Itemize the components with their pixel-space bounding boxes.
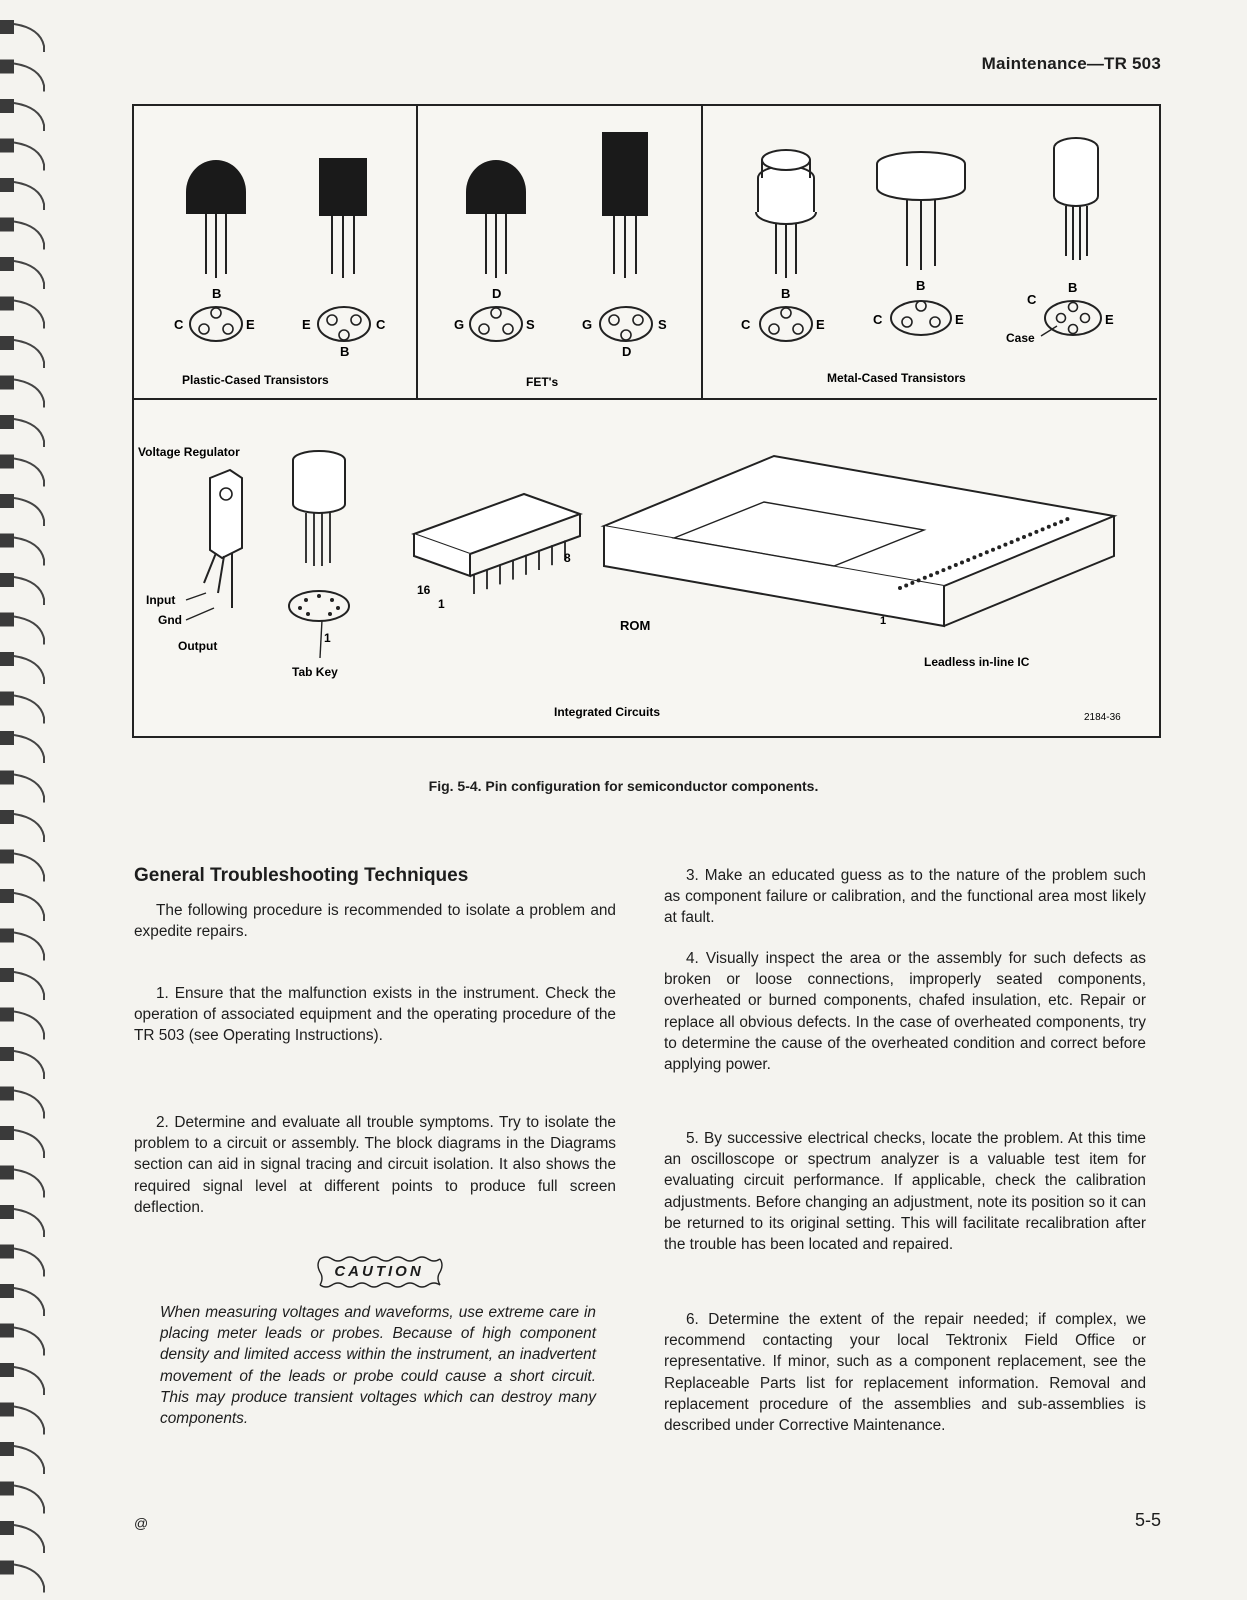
fet-drawing [416,106,701,398]
binding-wire [14,1249,44,1277]
dip-pin-1: 1 [438,597,445,611]
figure-number: 2184-36 [1084,712,1121,723]
binding-hole [0,1521,14,1535]
panel-integrated-circuits [134,398,1157,734]
leadless-pad [917,578,921,582]
step-2-paragraph: 2. Determine and evaluate all trouble symptoms. Try to isolate the problem to a circuit or assembly. The block diagrams in the Diagrams section can aid in signal tracing and circuit isolation. It also shows the required signal level at different points to produce full screen deflection. [134,1114,616,1216]
binding-wire [14,1209,44,1237]
leadless-pad [972,555,976,559]
leadless-pad [948,566,952,570]
leadless-pad [1047,525,1051,529]
binding-wire [14,1012,44,1040]
figure-caption: Fig. 5-4. Pin configuration for semiconductor components. [428,778,819,794]
leadless-pad [1053,522,1057,526]
binding-wire [14,1091,44,1119]
fet-pin-d: D [492,286,502,301]
tab-key-label: Tab Key [292,665,338,679]
binding-wire [14,1051,44,1079]
leadless-pad [1059,520,1063,524]
gnd-label: Gnd [158,613,182,627]
binding-hole [0,889,14,903]
section-heading: General Troubleshooting Techniques [134,865,469,886]
step-4-paragraph: 4. Visually inspect the area or the assembly for such defects as broken or loose connections, improperly seated components, overheated or burned components, chafed insulation, etc. Repair or replace all obvious defects. In the case of overheated components, try to determine the cause of the overheated condition and correct before applying power. [664,950,1146,1074]
dip-pin-8: 8 [564,551,571,565]
page-number: 5-5 [1134,1510,1161,1530]
binding-hole [0,178,14,192]
binding-hole [0,1363,14,1377]
binding-wire [14,972,44,1000]
leadless-pad [954,563,958,567]
binding-wire [14,340,44,368]
binding-wire [14,854,44,882]
leadless-pad [979,553,983,557]
leadless-pad [1065,517,1069,521]
binding-hole [0,1482,14,1496]
dip-pin-16: 16 [417,583,431,597]
metal-transistor-drawing [701,106,1157,398]
leadless-pad [935,571,939,575]
voltage-regulator-label: Voltage Regulator [138,445,240,459]
metal-caption: Metal-Cased Transistors [827,371,966,385]
metal-mid-pin-e: E [955,312,964,327]
binding-wire [14,24,44,52]
binding-hole [0,1205,14,1219]
output-label: Output [178,639,218,653]
step-1-paragraph: 1. Ensure that the malfunction exists in the instrument. Check the operation of associated equipment and the operating procedure of the TR 503 (see Operating Instructions). [134,985,616,1045]
binding-hole [0,415,14,429]
caution-label: CAUTION [334,1263,424,1280]
leadless-pad [904,583,908,587]
leadless-pin-one: 1 [880,615,887,627]
integrated-circuits-label: Integrated Circuits [554,705,661,719]
binding-hole [0,376,14,390]
panel-metal-transistors [701,106,1157,400]
binding-hole [0,652,14,666]
caution-banner [314,1255,444,1289]
metal-pin-b: B [781,286,791,301]
binding-hole [0,218,14,232]
binding-hole [0,1047,14,1061]
plastic-pin-e2: E [302,317,311,332]
fet-pin-d2: D [622,344,632,359]
binding-wire [14,617,44,645]
plastic-caption: Plastic-Cased Transistors [182,373,329,387]
binding-wire [14,735,44,763]
step-5-paragraph: 5. By successive electrical checks, locate the problem. At this time an oscilloscope or spectrum analyzer is a valuable test item for evaluating circuit performance. If applicable, check the calibration adjustments. Before changing an adjustment, note its position so it can be returned to its original setting. This will facilitate recalibration after the trouble has been located and repaired. [664,1130,1146,1254]
binding-hole [0,297,14,311]
binding-hole [0,455,14,469]
binding-wire [14,64,44,92]
leadless-pad [1034,530,1038,534]
binding-wire [14,1446,44,1474]
binding-wire [14,182,44,210]
binding-wire [14,1328,44,1356]
leadless-pad [960,561,964,565]
binding-hole [0,1087,14,1101]
regulator-pin-one: 1 [324,631,331,645]
caution-paragraph: When measuring voltages and waveforms, use extreme care in placing meter leads or probes. Because of high component density and limited access within the instrument, an inadvertent movement of the leads or probe could cause a short circuit. This may produce transient voltages which can destroy many components. [160,1304,596,1428]
binding-hole [0,60,14,74]
binding-wire [14,143,44,171]
leadless-pad [923,576,927,580]
binding-wire [14,1565,44,1593]
binding-hole [0,494,14,508]
metal-right-pin-b: B [1068,280,1078,295]
binding-wire [14,1407,44,1435]
binding-wire [14,1367,44,1395]
binding-wire [14,459,44,487]
binding-hole [0,99,14,113]
leadless-pad [966,558,970,562]
binding-hole [0,20,14,34]
panel-plastic-transistors [134,106,418,400]
binding-wire [14,893,44,921]
plastic-pin-b: B [212,286,222,301]
leadless-pad [997,545,1001,549]
binding-wire [14,1130,44,1158]
binding-hole [0,1245,14,1259]
binding-wire [14,577,44,605]
plastic-pin-b2: B [340,344,350,359]
binding-wire [14,261,44,289]
leadless-pad [1010,540,1014,544]
leadless-pad [1003,543,1007,547]
binding-hole [0,336,14,350]
binding-hole [0,1442,14,1456]
ic-drawing [134,398,1157,734]
binding-hole [0,1008,14,1022]
binding-wire [14,222,44,250]
binding-hole [0,968,14,982]
plastic-pin-c: C [174,317,184,332]
panel-fets [416,106,703,400]
intro-paragraph: The following procedure is recommended to isolate a problem and expedite repairs. [134,902,616,941]
fet-pin-g: G [454,317,465,332]
plastic-pin-e: E [246,317,255,332]
metal-mid-pin-b: B [916,278,926,293]
binding-wire [14,301,44,329]
binding-wire [14,1486,44,1514]
binding-hole [0,1126,14,1140]
leadless-pad [941,568,945,572]
leadless-pad [898,586,902,590]
binding-hole [0,692,14,706]
binding-hole [0,1284,14,1298]
binding-wire [14,419,44,447]
leadless-pad [985,550,989,554]
metal-mid-pin-c: C [873,312,883,327]
input-label: Input [146,593,176,607]
metal-pin-c: C [741,317,751,332]
fet-pin-s2: S [658,317,667,332]
binding-wire [14,696,44,724]
binding-hole [0,1166,14,1180]
binding-wire [14,814,44,842]
binding-wire [14,933,44,961]
binding-hole [0,850,14,864]
fet-caption: FET's [526,375,559,389]
leadless-pad [910,581,914,585]
binding-hole [0,731,14,745]
leadless-pad [1041,527,1045,531]
binding-wire [14,1170,44,1198]
metal-case-label: Case [1006,331,1035,345]
plastic-pin-c2: C [376,317,386,332]
binding-hole [0,257,14,271]
leadless-pad [1028,532,1032,536]
binding-hole [0,573,14,587]
rom-label: ROM [620,618,651,633]
binding-wire [14,498,44,526]
binding-hole [0,613,14,627]
step-6-paragraph: 6. Determine the extent of the repair needed; if complex, we recommend contacting your local Tektronix Field Office or representative. If minor, such as a component replacement, see the Replaceable Parts list for replacement information. Removal and replacement procedure of the assemblies and sub-assemblies is described under Corrective Maintenance. [664,1311,1146,1435]
binding-wire [14,1525,44,1553]
metal-right-pin-e: E [1105,312,1114,327]
plastic-transistor-drawing [134,106,416,398]
binding-hole [0,1561,14,1575]
binding-hole [0,810,14,824]
leadless-pad [991,548,995,552]
binding-wire [14,103,44,131]
metal-right-pin-c: C [1027,292,1037,307]
leadless-pad [1022,535,1026,539]
binding-wire [14,656,44,684]
fet-pin-g2: G [582,317,593,332]
binding-wire [14,1288,44,1316]
binding-hole [0,139,14,153]
step-3-paragraph: 3. Make an educated guess as to the nature of the problem such as component failure or calibration, and the functional area most likely at fault. [664,867,1146,927]
binding-hole [0,1324,14,1338]
footer-copyright-mark: @ [134,1515,149,1531]
binding-hole [0,929,14,943]
fet-pin-s: S [526,317,535,332]
metal-pin-e: E [816,317,825,332]
leadless-ic-label: Leadless in-line IC [924,655,1030,669]
leadless-pad [929,573,933,577]
leadless-pad [1016,538,1020,542]
spiral-binding [0,0,60,1600]
binding-hole [0,534,14,548]
figure-5-4 [132,104,1161,738]
binding-wire [14,538,44,566]
binding-wire [14,380,44,408]
page-header-title: Maintenance—TR 503 [981,54,1161,73]
binding-hole [0,1403,14,1417]
